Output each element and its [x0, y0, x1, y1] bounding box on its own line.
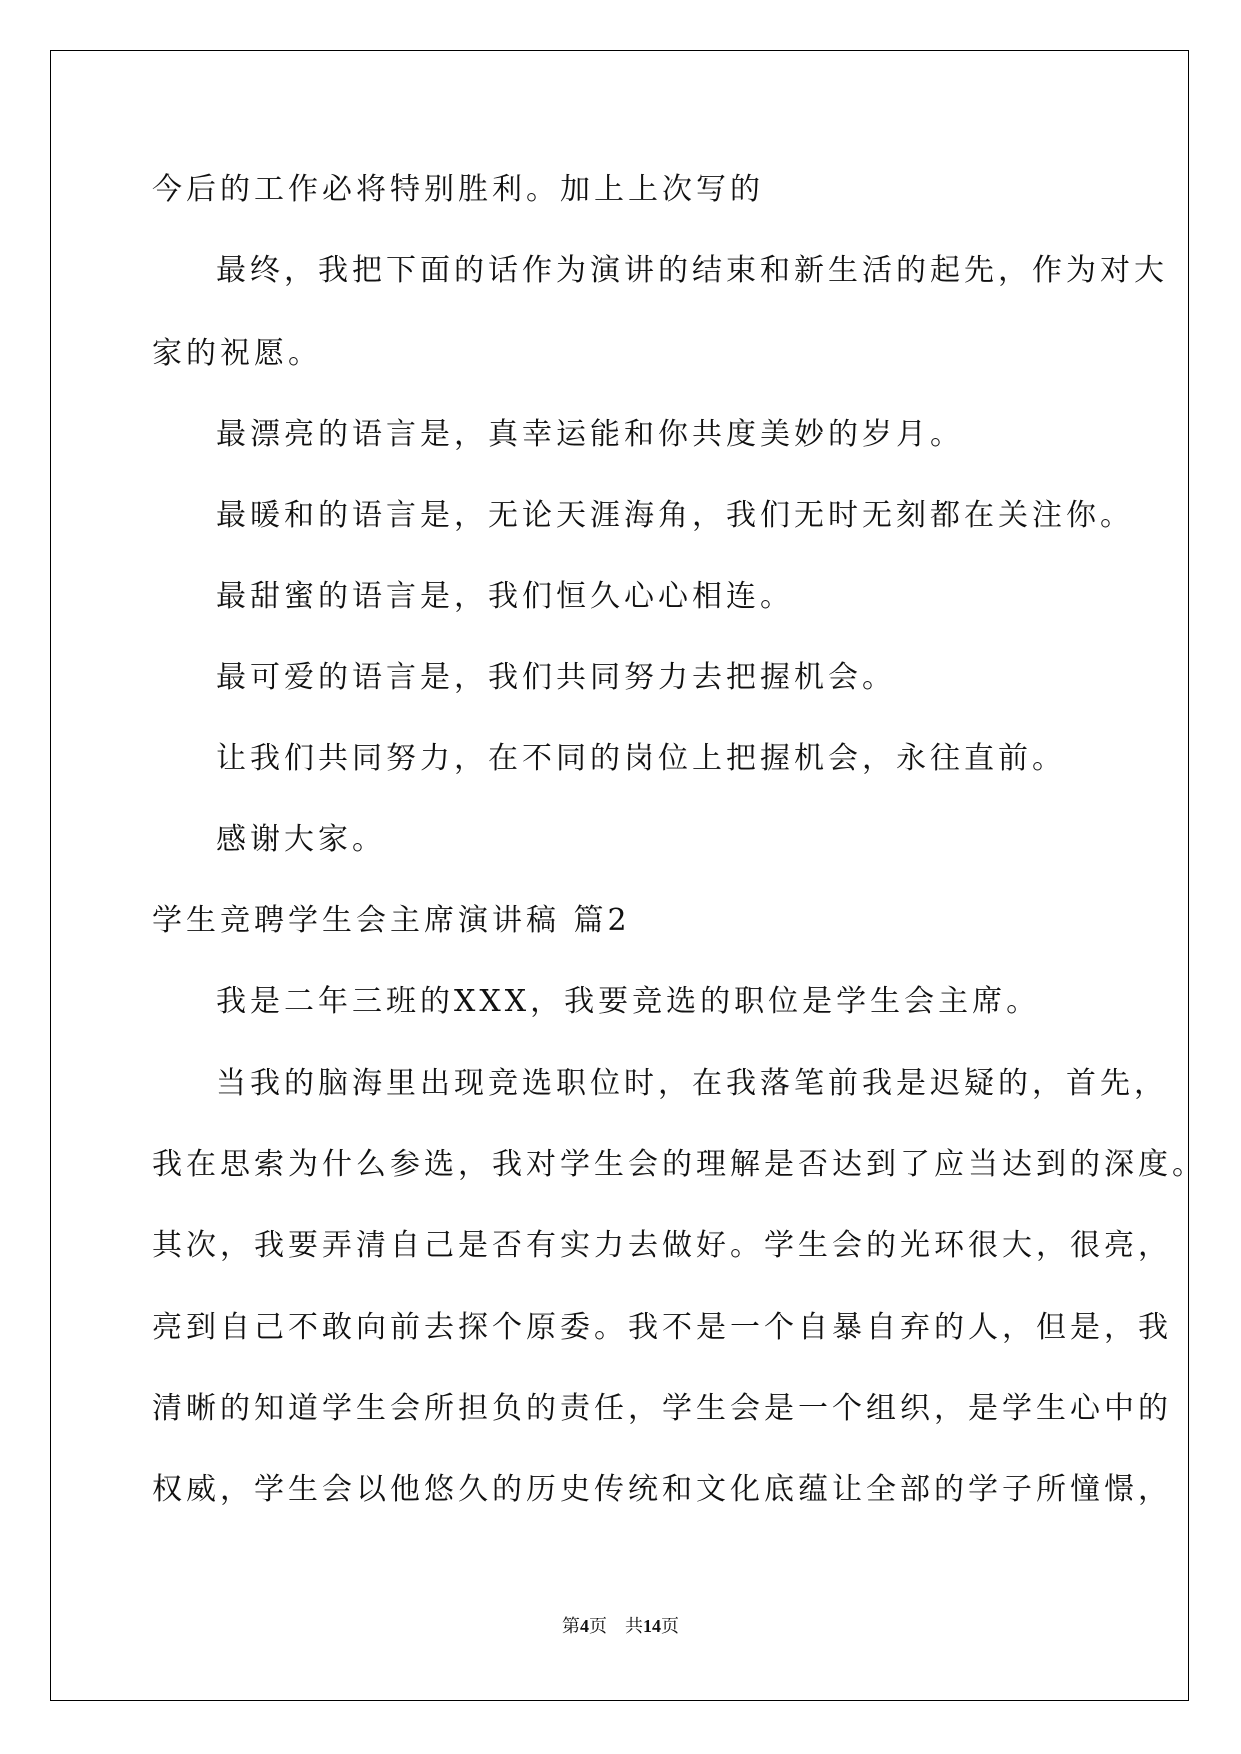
- text-line: 感谢大家。: [216, 822, 386, 857]
- page-footer: [0, 1612, 1241, 1638]
- section-heading: 学生竞聘学生会主席演讲稿 篇2: [152, 903, 631, 938]
- text-line: 我是二年三班的XXX，我要竞选的职位是学生会主席。: [216, 984, 1041, 1019]
- text-line: 最可爱的语言是，我们共同努力去把握机会。: [216, 660, 896, 695]
- footer-total-suffix: 页: [661, 1616, 679, 1636]
- footer-prefix: 第: [562, 1616, 580, 1636]
- footer-total-prefix: 共: [625, 1616, 643, 1636]
- page-frame: [50, 50, 1189, 1701]
- text-line: 我在思索为什么参选，我对学生会的理解是否达到了应当达到的深度。: [152, 1147, 1206, 1182]
- current-page-number: 4: [580, 1616, 589, 1636]
- text-line: 亮到自己不敢向前去探个原委。我不是一个自暴自弃的人，但是，我: [152, 1310, 1172, 1345]
- text-line: 家的祝愿。: [152, 336, 322, 371]
- text-line: 其次，我要弄清自己是否有实力去做好。学生会的光环很大，很亮，: [152, 1228, 1172, 1263]
- text-line: 权威，学生会以他悠久的历史传统和文化底蕴让全部的学子所憧憬，: [152, 1472, 1172, 1507]
- text-line: 清晰的知道学生会所担负的责任，学生会是一个组织，是学生心中的: [152, 1391, 1172, 1426]
- text-line: 最暖和的语言是，无论天涯海角，我们无时无刻都在关注你。: [216, 498, 1134, 533]
- footer-page-suffix: 页: [589, 1616, 607, 1636]
- text-line: 最甜蜜的语言是，我们恒久心心相连。: [216, 579, 794, 614]
- text-line: 让我们共同努力，在不同的岗位上把握机会，永往直前。: [216, 741, 1066, 776]
- text-line: 当我的脑海里出现竞选职位时，在我落笔前我是迟疑的，首先，: [216, 1066, 1168, 1101]
- total-page-count: 14: [643, 1616, 661, 1636]
- text-line: 最漂亮的语言是，真幸运能和你共度美妙的岁月。: [216, 417, 964, 452]
- text-line: 最终，我把下面的话作为演讲的结束和新生活的起先，作为对大: [216, 253, 1168, 288]
- text-line: 今后的工作必将特别胜利。加上上次写的: [152, 172, 764, 207]
